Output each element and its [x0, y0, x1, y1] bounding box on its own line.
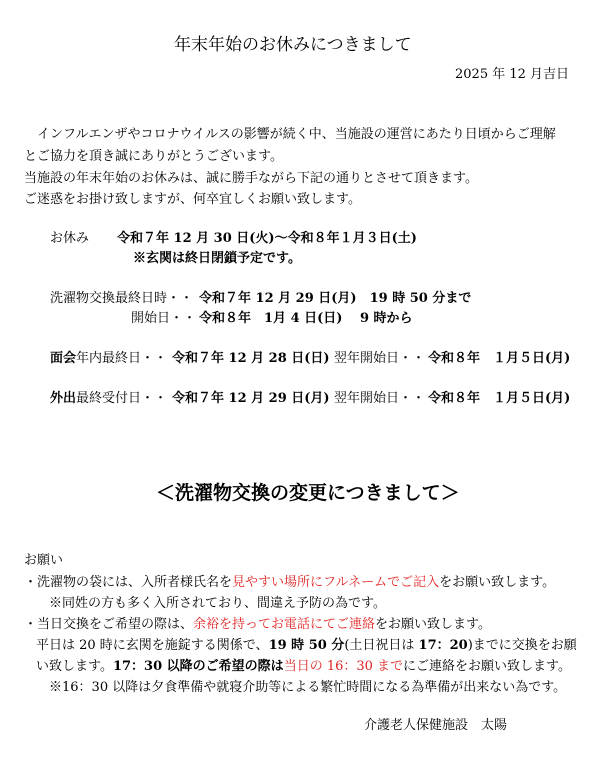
request-line-3 [24, 617, 491, 633]
request-text: ・当日交換をご希望の際は、 [24, 617, 194, 632]
request-text: ・洗濯物の袋には、入所者様氏名を [24, 575, 233, 590]
request-line-6: ※16：30 以降は夕食準備や就寝介助等による繁忙時間になる為準備が出来ない為です。 [49, 680, 567, 695]
outing-label [50, 391, 167, 407]
intro-line: ご迷惑をお掛け致しますが、何卒宜しくお願い致します。 [24, 192, 361, 207]
request-line-4 [36, 638, 577, 654]
request-emphasis: 見やすい場所にフルネームでご記入 [232, 575, 440, 590]
visit-last-value: 令和７年 12 月 28 日(日) [172, 351, 330, 366]
holiday-period: 令和７年 12 月 30 日(火)〜令和８年１月３日(土) [117, 231, 417, 246]
outing-label-rest: 最終受付日・・ [76, 391, 168, 406]
visit-label-rest: 年内最終日・・ [76, 351, 168, 366]
intro-line: とご協力を頂き誠にありがとうございます。 [24, 149, 283, 164]
request-line-1 [24, 575, 555, 591]
request-emphasis: 当日の 16：30 まで [283, 659, 404, 674]
visit-next-label: 翌年開始日・・ [334, 351, 426, 366]
request-line-2: ※同姓の方も多く入所されており、間違え予防の為です。 [49, 596, 386, 611]
outing-next-label: 翌年開始日・・ [334, 391, 426, 406]
laundry-start-value: 令和８年 1月 4 日(日) 9 時から [199, 311, 413, 326]
outing-label-bold: 外出 [50, 391, 77, 406]
laundry-last-label: 洗濯物交換最終日時・・ [50, 291, 194, 306]
outing-next-value: 令和８年 １月５日(月) [428, 391, 571, 406]
signature: 介護老人保健施設 太陽 [364, 718, 508, 733]
request-text: にご連絡をお願い致します。 [403, 659, 572, 674]
request-text: をお願い致します。 [375, 617, 491, 632]
intro-line: 当施設の年末年始のお休みは、誠に勝手ながら下記の通りとさせて頂きます。 [24, 171, 478, 186]
request-bold: 19 時 50 分 [268, 638, 345, 653]
request-emphasis: 余裕を持ってお電話にてご連絡 [193, 617, 376, 632]
issue-date: 2025 年 12 月吉日 [455, 67, 570, 82]
holiday-note: ※玄関は終日閉鎖予定です。 [133, 251, 301, 266]
visit-next-value: 令和８年 １月５日(月) [428, 351, 571, 366]
outing-last-value: 令和７年 12 月 29 日(月) [172, 391, 330, 406]
intro-line: インフルエンザやコロナウイルスの影響が続く中、当施設の運営にあたり日頃からご理解 [24, 127, 556, 142]
laundry-change-heading: ＜洗濯物交換の変更につきまして＞ [156, 482, 460, 504]
visit-label-bold: 面会 [50, 351, 77, 366]
request-text: )までに交換をお願 [467, 638, 577, 653]
laundry-start-label: 開始日・・ [131, 311, 197, 326]
page-title: 年末年始のお休みにつきまして [174, 35, 412, 55]
request-line-5 [36, 659, 571, 675]
request-text: 平日は 20 時に玄関を施錠する関係で、 [36, 638, 269, 653]
request-text: い致します。 [36, 659, 113, 674]
request-text: (土日祝日は [344, 638, 419, 653]
request-heading: お願い [24, 553, 64, 568]
request-bold: 17：20 [418, 638, 468, 653]
visit-label [50, 351, 167, 367]
laundry-last-value: 令和７年 12 月 29 日(月) 19 時 50 分まで [199, 291, 472, 306]
holiday-label: お休み [50, 231, 90, 246]
request-bold: 17：30 以降のご希望の際は [112, 659, 284, 674]
request-text: をお願い致します。 [439, 575, 556, 590]
